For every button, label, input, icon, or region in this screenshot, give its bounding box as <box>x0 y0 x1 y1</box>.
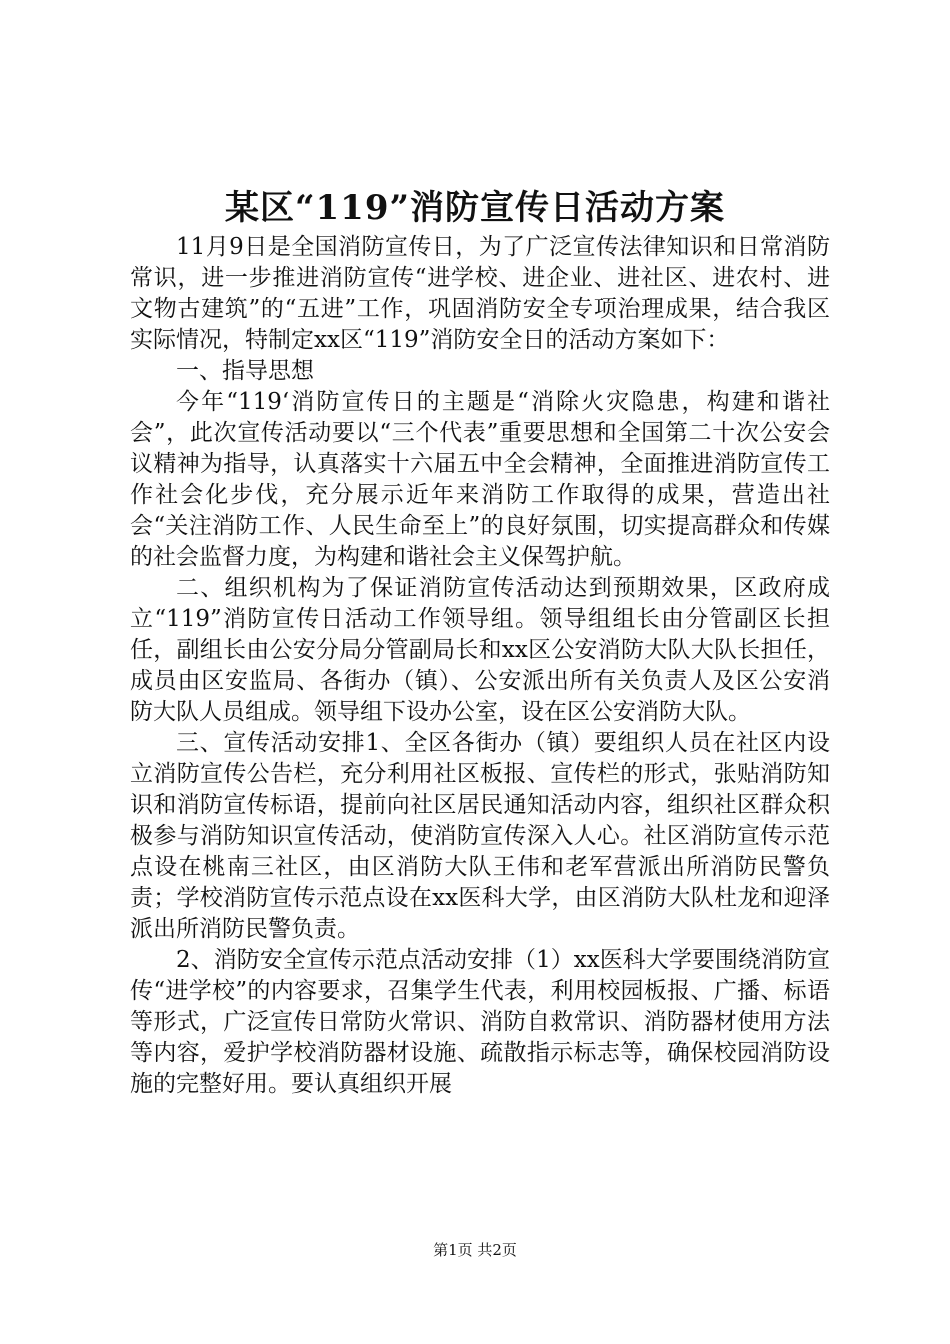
paragraph-guiding-thought: 今年“119‘消防宣传日的主题是“消除火灾隐患，构建和谐社会”，此次宣传活动要以“三个代表”重要思想和全国第二十次公安会议精神为指导，认真落实十六届五中全会精神，全面推进消防宣传工作社会化步伐，充分展示近年来消防工作取得的成果，营造出社会“关注消防工作、人民生命至上”的良好氛围，切实提高群众和传媒的社会监督力度，为构建和谐社会主义保驾护航。 <box>130 389 830 570</box>
paragraph-intro: 11月9日是全国消防宣传日，为了广泛宣传法律知识和日常消防常识，进一步推进消防宣传“进学校、进企业、进社区、进农村、进文物古建筑”的“五进”工作，巩固消防安全专项治理成果，结合我区实际情况，特制定xx区“119”消防安全日的活动方案如下： <box>130 234 830 353</box>
document-body <box>130 232 830 1100</box>
paragraph-activity-arrangement: 三、宣传活动安排1、全区各街办（镇）要组织人员在社区内设立消防宣传公告栏，充分利用社区板报、宣传栏的形式，张贴消防知识和消防宣传标语，提前向社区居民通知活动内容，组织社区群众积极参与消防知识宣传活动，使消防宣传深入人心。社区消防宣传示范点设在桃南三社区，由区消防大队王伟和老军营派出所消防民警负责；学校消防宣传示范点设在xx医科大学，由区消防大队杜龙和迎泽派出所消防民警负责。 <box>130 730 830 942</box>
section-heading-guiding-thought: 一、指导思想 <box>176 358 314 384</box>
page-footer: 第1页 共2页 <box>433 1241 517 1259</box>
paragraph-demo-site-arrangement: 2、消防安全宣传示范点活动安排（1）xx医科大学要围绕消防宣传“进学校”的内容要求，召集学生代表，利用校园板报、广播、标语等形式，广泛宣传日常防火常识、消防自救常识、消防器材使用方法等内容，爱护学校消防器材设施、疏散指示标志等，确保校园消防设施的完整好用。要认真组织开展 <box>130 947 830 1097</box>
document-title: 某区“119”消防宣传日活动方案 <box>224 188 726 228</box>
paragraph-organization: 二、组织机构为了保证消防宣传活动达到预期效果，区政府成立“119”消防宣传日活动工作领导组。领导组组长由分管副区长担任，副组长由公安分局分管副局长和xx区公安消防大队大队长担任，成员由区安监局、各街办（镇）、公安派出所有关负责人及区公安消防大队人员组成。领导组下设办公室，设在区公安消防大队。 <box>130 575 830 725</box>
